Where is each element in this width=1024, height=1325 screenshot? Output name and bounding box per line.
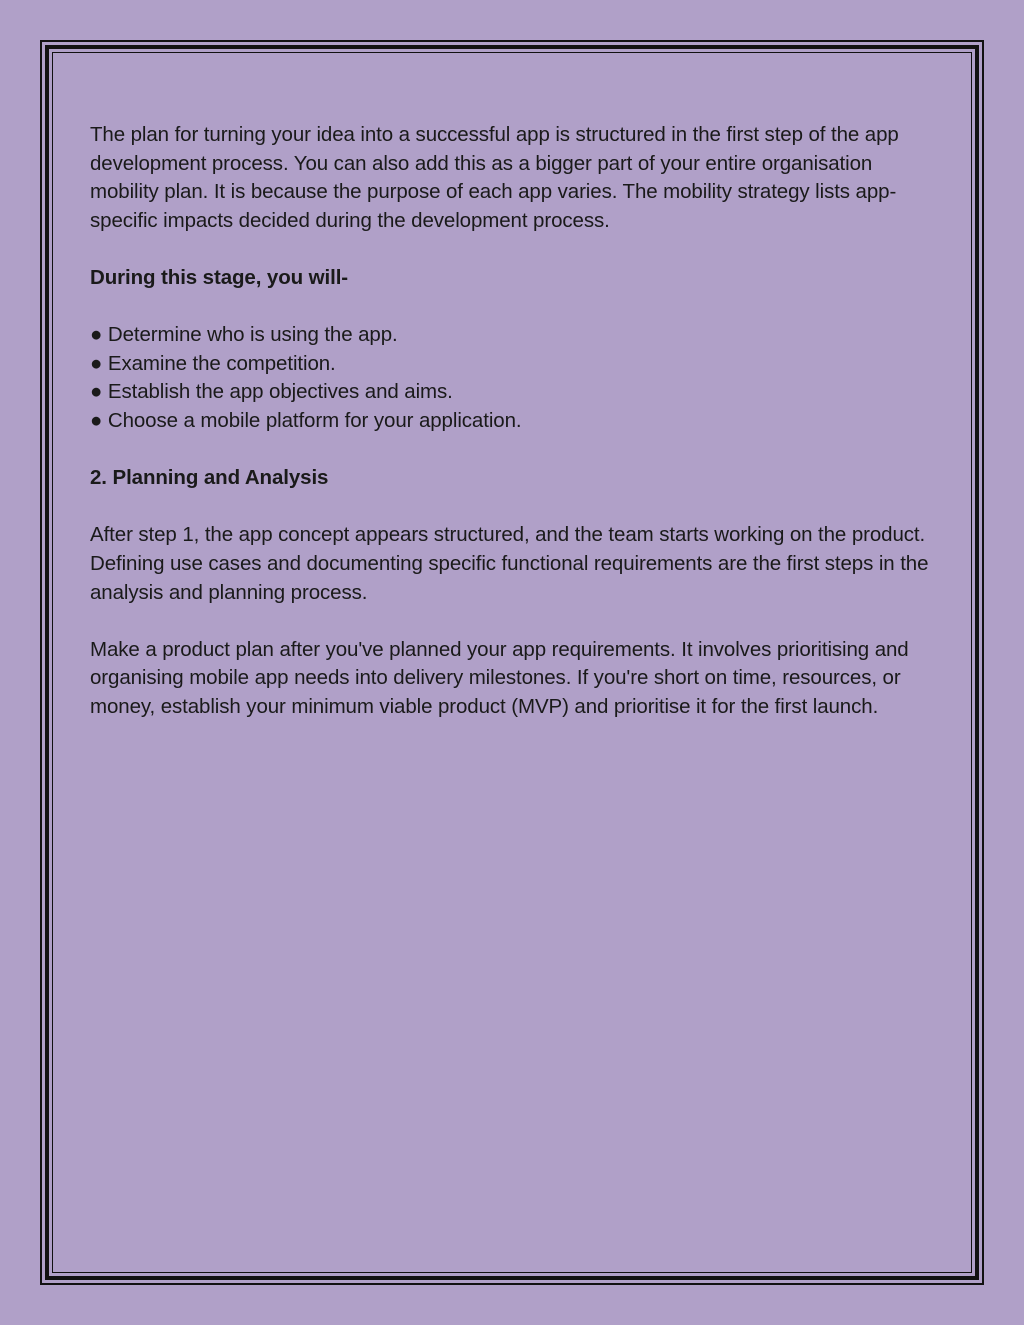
stage-list <box>90 321 940 435</box>
list-item: ● Examine the competition. <box>90 351 336 375</box>
section-paragraph-1: After step 1, the app concept appears structured, and the team starts working on the product. Defining use cases and documenting specific functional requirements are the first steps in the analysis and planning process. <box>90 523 929 604</box>
list-item: ● Determine who is using the app. <box>90 323 398 347</box>
stage-heading: During this stage, you will- <box>90 265 349 289</box>
document-body <box>90 121 940 750</box>
list-item: ● Choose a mobile platform for your application. <box>90 408 522 432</box>
section-heading: 2. Planning and Analysis <box>90 466 329 490</box>
intro-paragraph: The plan for turning your idea into a successful app is structured in the first step of the app development process. You can also add this as a bigger part of your entire organisation mobility plan. It is because the purpose of each app varies. The mobility strategy lists app-specific impacts decided during the development process. <box>90 123 899 232</box>
section-paragraph-2: Make a product plan after you've planned your app requirements. It involves prioritising and organising mobile app needs into delivery milestones. If you're short on time, resources, or money, establish your minimum viable product (MVP) and prioritise it for the first launch. <box>90 637 909 718</box>
list-item: ● Establish the app objectives and aims. <box>90 380 453 404</box>
